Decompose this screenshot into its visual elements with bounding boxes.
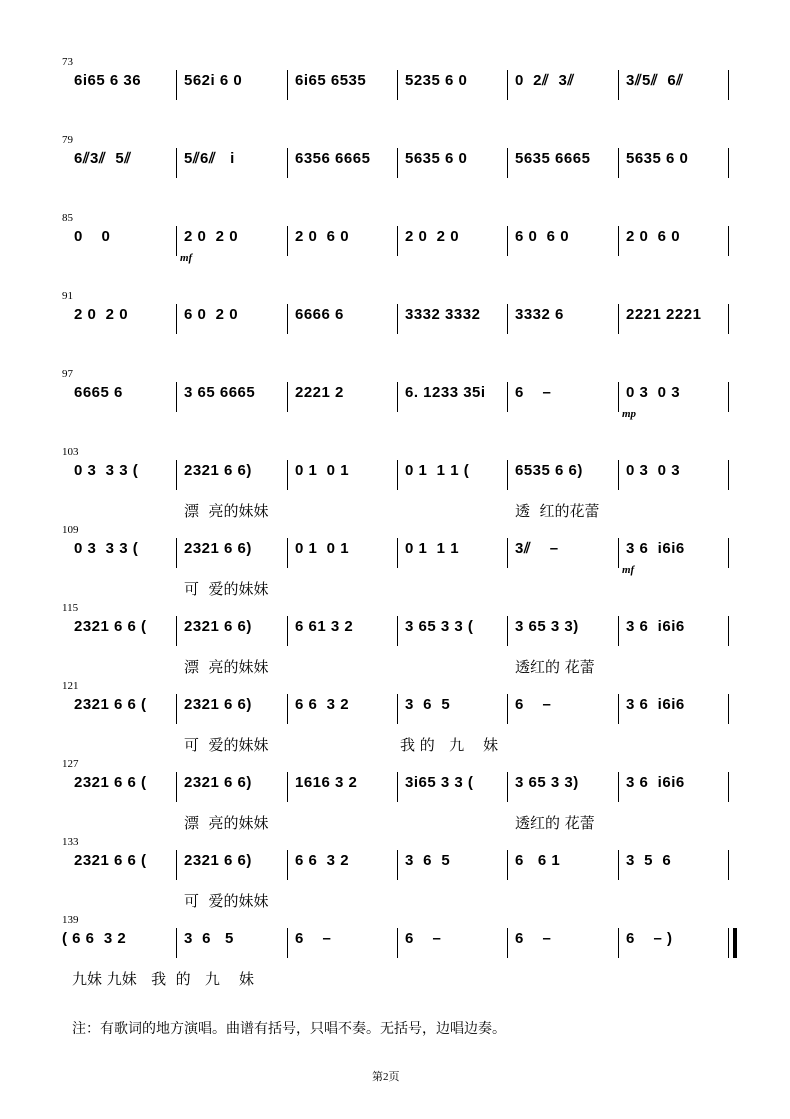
measure-number: 139 bbox=[62, 914, 79, 926]
bar: 2221 2221 bbox=[626, 306, 702, 323]
dynamic-mark: mf bbox=[180, 252, 193, 264]
bar: 3 65 3 3) bbox=[515, 774, 579, 791]
bar: 0 2⫽ 3⫽ bbox=[515, 72, 575, 89]
bar: 2321 6 6 ( bbox=[74, 618, 147, 635]
lyric: 漂 亮的妹妹 bbox=[184, 658, 269, 676]
measure-number: 127 bbox=[62, 758, 79, 770]
bar: 2321 6 6) bbox=[184, 462, 252, 479]
measure-number: 121 bbox=[62, 680, 79, 692]
bar: 2 0 2 0 bbox=[74, 306, 129, 323]
bar: 6 – bbox=[515, 384, 552, 401]
bar: 3332 6 bbox=[515, 306, 564, 323]
bar: 6 61 3 2 bbox=[295, 618, 354, 635]
bar: 5635 6 0 bbox=[626, 150, 689, 167]
lyric: 漂 亮的妹妹 bbox=[184, 814, 269, 832]
bar: 6 6 1 bbox=[515, 852, 561, 869]
measure-number: 97 bbox=[62, 368, 73, 380]
bar: 6 0 2 0 bbox=[184, 306, 239, 323]
bar: ( 6 6 3 2 bbox=[62, 930, 127, 947]
bar: 6 0 6 0 bbox=[515, 228, 570, 245]
bar: 6 – bbox=[405, 930, 442, 947]
bar: 3 6 i6i6 bbox=[626, 618, 685, 635]
bar: 2321 6 6) bbox=[184, 852, 252, 869]
bar: 6. 1233 35i bbox=[405, 384, 486, 401]
bar: 2321 6 6 ( bbox=[74, 774, 147, 791]
bar: 6 – bbox=[515, 930, 552, 947]
lyric: 透 红的花蕾 bbox=[515, 502, 600, 520]
final-barline bbox=[733, 928, 737, 958]
bar: 3 65 3 3 ( bbox=[405, 618, 474, 635]
bar: 3i65 3 3 ( bbox=[405, 774, 474, 791]
bar: 0 1 1 1 bbox=[405, 540, 460, 557]
bar: 2321 6 6 ( bbox=[74, 852, 147, 869]
bar: 3 6 i6i6 bbox=[626, 540, 685, 557]
bar: 3⫽ – bbox=[515, 540, 559, 557]
bar: 6 – ) bbox=[626, 930, 673, 947]
measure-number: 115 bbox=[62, 602, 79, 614]
bar: 0 1 0 1 bbox=[295, 540, 350, 557]
bar: 0 3 0 3 bbox=[626, 462, 681, 479]
bar: 2321 6 6) bbox=[184, 774, 252, 791]
bar: 0 3 3 3 ( bbox=[74, 462, 139, 479]
bar: 2321 6 6) bbox=[184, 540, 252, 557]
bar: 3⫽5⫽ 6⫽ bbox=[626, 72, 684, 89]
bar: 2321 6 6) bbox=[184, 618, 252, 635]
bar: 2 0 2 0 bbox=[184, 228, 239, 245]
bar: 3 65 3 3) bbox=[515, 618, 579, 635]
bar: 0 3 0 3 bbox=[626, 384, 681, 401]
bar: 6666 6 bbox=[295, 306, 344, 323]
bar: 6 – bbox=[515, 696, 552, 713]
bar: 0 3 3 3 ( bbox=[74, 540, 139, 557]
measure-number: 91 bbox=[62, 290, 73, 302]
footnote: 注：有歌词的地方演唱。曲谱有括号，只唱不奏。无括号，边唱边奏。 bbox=[72, 1021, 506, 1037]
bar: 2 0 6 0 bbox=[295, 228, 350, 245]
bar: 6i65 6535 bbox=[295, 72, 367, 89]
lyric: 我 的 九 妹 bbox=[400, 736, 499, 754]
page-number: 第2页 bbox=[372, 1071, 400, 1083]
bar: 3 6 5 bbox=[405, 852, 451, 869]
measure-number: 85 bbox=[62, 212, 73, 224]
bar: 2221 2 bbox=[295, 384, 344, 401]
bar: 2 0 2 0 bbox=[405, 228, 460, 245]
measure-number: 103 bbox=[62, 446, 79, 458]
bar: 0 0 bbox=[74, 228, 111, 245]
measure-number: 133 bbox=[62, 836, 79, 848]
bar: 562i 6 0 bbox=[184, 72, 243, 89]
bar: 3 6 5 bbox=[184, 930, 234, 947]
bar: 6356 6665 bbox=[295, 150, 371, 167]
bar: 5235 6 0 bbox=[405, 72, 468, 89]
bar: 2321 6 6) bbox=[184, 696, 252, 713]
measure-number: 79 bbox=[62, 134, 73, 146]
bar: 1616 3 2 bbox=[295, 774, 358, 791]
bar: 0 1 0 1 bbox=[295, 462, 350, 479]
lyric: 可 爱的妹妹 bbox=[184, 580, 269, 598]
lyric: 透红的 花蕾 bbox=[515, 658, 595, 676]
lyric: 可 爱的妹妹 bbox=[184, 736, 269, 754]
bar: 3 6 i6i6 bbox=[626, 774, 685, 791]
dynamic-mark: mf bbox=[622, 564, 635, 576]
dynamic-mark: mp bbox=[622, 408, 637, 420]
lyric: 可 爱的妹妹 bbox=[184, 892, 269, 910]
bar: 5⫽6⫽ i bbox=[184, 150, 235, 167]
bar: 2321 6 6 ( bbox=[74, 696, 147, 713]
lyric: 透红的 花蕾 bbox=[515, 814, 595, 832]
bar: 6i65 6 36 bbox=[74, 72, 142, 89]
bar: 3 6 i6i6 bbox=[626, 696, 685, 713]
measure-number: 73 bbox=[62, 56, 73, 68]
lyric: 九妹 九妹 我 的 九 妹 bbox=[72, 970, 254, 988]
bar: 3 65 6665 bbox=[184, 384, 256, 401]
bar: 0 1 1 1 ( bbox=[405, 462, 470, 479]
bar: 5635 6665 bbox=[515, 150, 591, 167]
bar: 5635 6 0 bbox=[405, 150, 468, 167]
bar: 6665 6 bbox=[74, 384, 123, 401]
bar: 3 5 6 bbox=[626, 852, 672, 869]
bar: 2 0 6 0 bbox=[626, 228, 681, 245]
bar: 6 – bbox=[295, 930, 332, 947]
bar: 3 6 5 bbox=[405, 696, 451, 713]
bar: 3332 3332 bbox=[405, 306, 481, 323]
bar: 6 6 3 2 bbox=[295, 852, 350, 869]
bar: 6535 6 6) bbox=[515, 462, 583, 479]
measure-number: 109 bbox=[62, 524, 79, 536]
lyric: 漂 亮的妹妹 bbox=[184, 502, 269, 520]
bar: 6 6 3 2 bbox=[295, 696, 350, 713]
bar: 6⫽3⫽ 5⫽ bbox=[74, 150, 132, 167]
